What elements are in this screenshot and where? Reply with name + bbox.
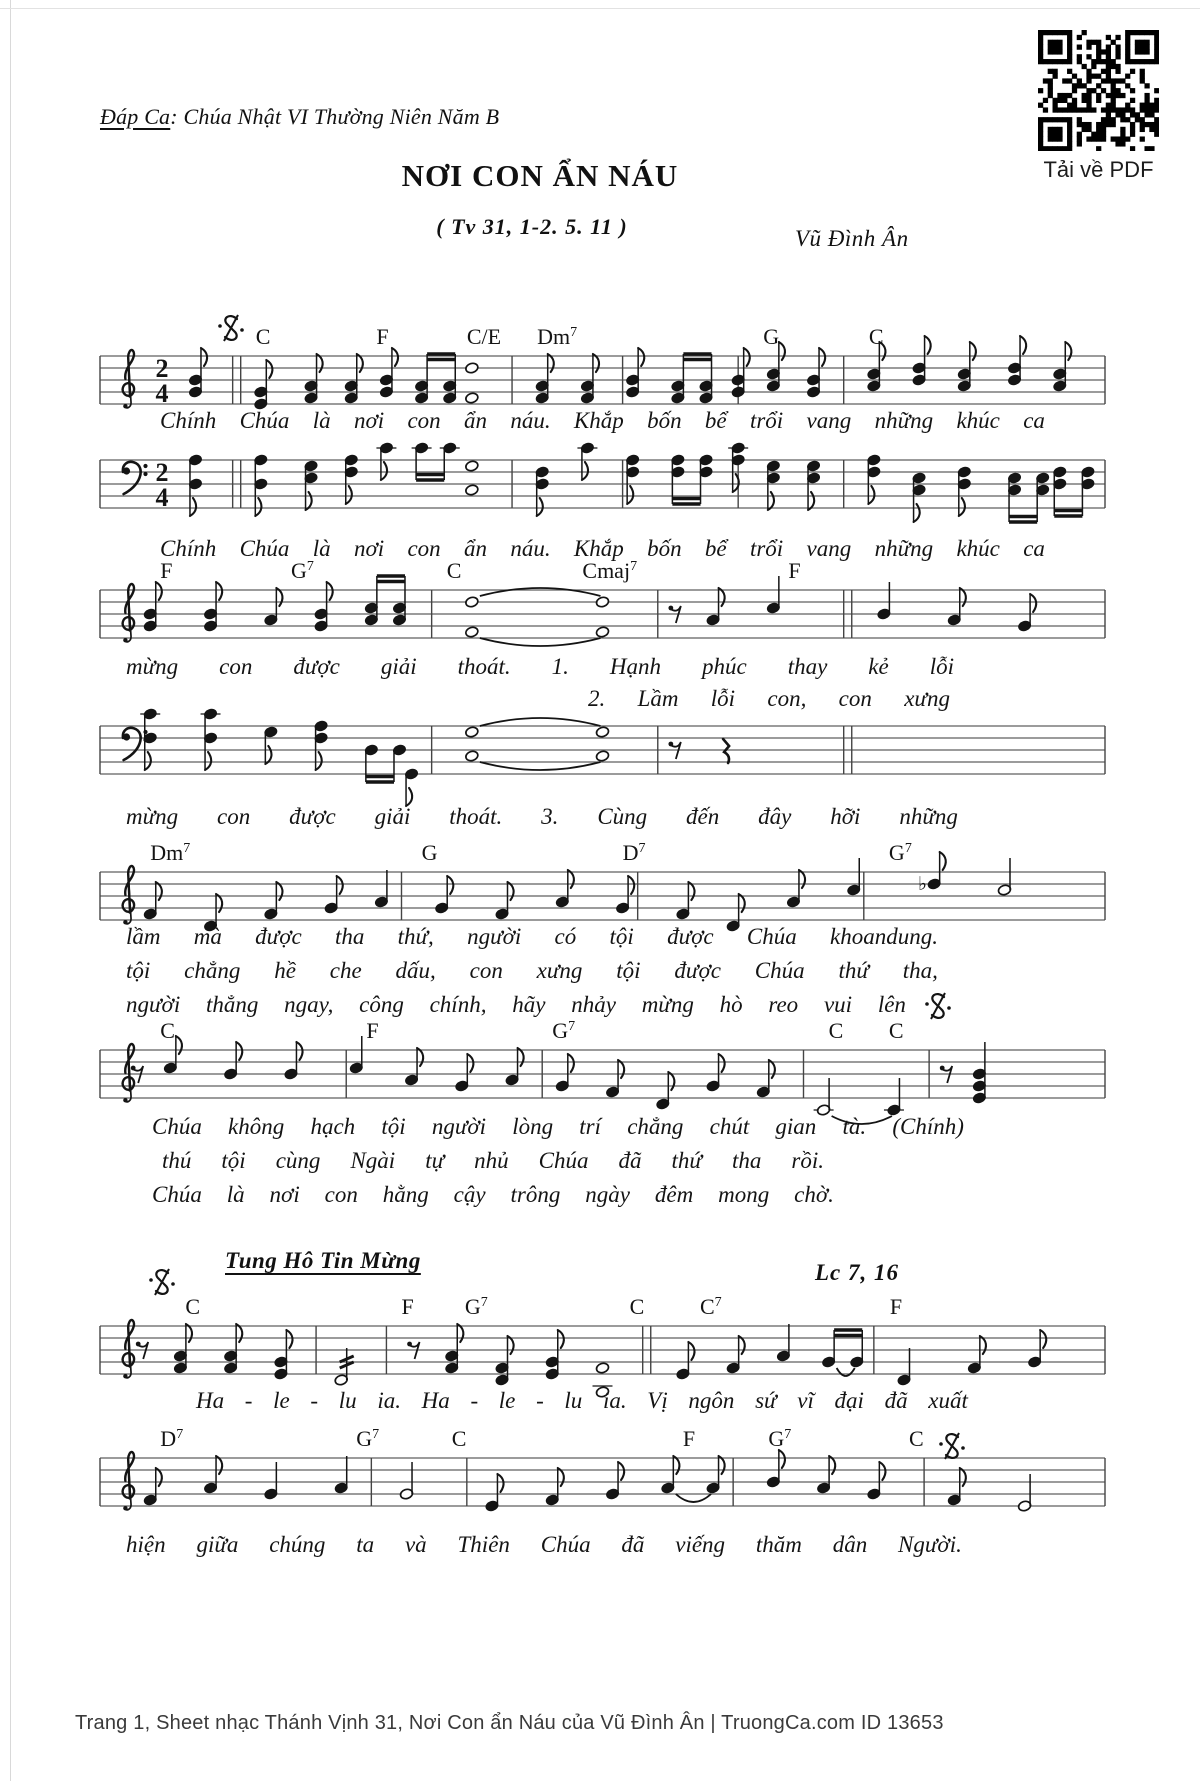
header-rest: : Chúa Nhật VI Thường Niên Năm B (170, 104, 500, 129)
staff-system-s2 (100, 558, 1105, 646)
chord-label: C (185, 1294, 201, 1319)
lyric-line: Chính Chúa là nơi con ẩn náu. Khắp bốn bể trổi vang những khúc ca (160, 408, 1045, 433)
chord-label: C (255, 324, 271, 349)
lyric-line: 2. Lầm lỗi con, con xưng (588, 686, 950, 711)
staff-system-s5 (100, 1294, 1105, 1398)
chord-label: $G^7$ (290, 558, 314, 583)
chord-label: $G^7$ (768, 1426, 792, 1451)
segno-icon (218, 315, 244, 341)
lyric-line: tội chẳng hề che dấu, con xưng tội được Chúa thứ tha, (126, 958, 938, 983)
gospel-acclamation-heading: Tung Hô Tin Mừng (225, 1248, 421, 1273)
chord-label: $G^7$ (356, 1426, 380, 1451)
chord-label: F (401, 1294, 414, 1319)
chord-label: C (629, 1294, 645, 1319)
chord-label: F (366, 1018, 379, 1043)
staff-system-s3 (100, 840, 1105, 932)
chord-label: C/E (466, 324, 502, 349)
lyric-line: mừng con được giải thoát. 1. Hạnh phúc thay kẻ lỗi (126, 654, 954, 679)
svg-text:4: 4 (155, 483, 169, 512)
chord-label: C (446, 558, 462, 583)
chord-label: $G^7$ (888, 840, 912, 865)
chord-label: $D^7$ (622, 840, 646, 865)
chord-label: G (763, 324, 780, 349)
lyric-line: Ha - le - lu ia. Ha - le - lu ia. Vị ngôn sứ vĩ đại đã xuất (196, 1388, 968, 1413)
chord-label: C (909, 1426, 924, 1451)
chord-label: G (421, 840, 438, 865)
staff-system-s2b (100, 708, 1105, 806)
chord-label: $D^7$ (160, 1426, 184, 1451)
gospel-reference: Lc 7, 16 (815, 1260, 900, 1285)
chord-label: Dm$^7$ (150, 840, 191, 865)
chord-label: $C^7$ (699, 1294, 722, 1319)
chord-label: C (828, 1018, 844, 1043)
chord-label: C (160, 1018, 175, 1043)
lyric-line: lầm mà được tha thứ, người có tội được Chúa khoandung. (126, 924, 938, 949)
chord-label: C (868, 324, 884, 349)
lyric-line: mừng con được giải thoát. 3. Cùng đến đây hỡi những (126, 804, 958, 829)
svg-text:2: 2 (155, 458, 169, 487)
lyric-line: thú tội cùng Ngài tự nhủ Chúa đã thứ tha rồi. (162, 1148, 824, 1173)
chord-label: Dm$^7$ (537, 324, 578, 349)
chord-label: F (889, 1294, 903, 1319)
song-title: NƠI CON ẨN NÁU (401, 158, 679, 193)
lyric-line: Chúa không hạch tội người lòng trí chẳng chút gian tà. (Chính) (152, 1114, 964, 1139)
header-label: Đáp Ca (100, 104, 171, 129)
chord-label: F (376, 324, 389, 349)
page-footer: Trang 1, Sheet nhạc Thánh Vịnh 31, Nơi Con ẩn Náu của Vũ Đình Ân | TruongCa.com ID 13653 (75, 1712, 944, 1734)
segno-icon (149, 1269, 175, 1295)
staff-system-s1 (100, 324, 1105, 410)
lyric-line: Chính Chúa là nơi con ẩn náu. Khắp bốn bể trổi vang những khúc ca (160, 536, 1045, 561)
lyric-line: hiện giữa chúng ta và Thiên Chúa đã viếng thăm dân Người. (126, 1532, 962, 1557)
chord-label: C (888, 1018, 904, 1043)
staff-system-s4 (100, 1018, 1105, 1124)
composer-name: Vũ Đình Ân (795, 226, 909, 251)
svg-text:♭: ♭ (918, 873, 928, 895)
chord-label: $G^7$ (464, 1294, 488, 1319)
chord-label: $G^7$ (552, 1018, 576, 1043)
lyric-line: người thẳng ngay, công chính, hãy nhảy mừng hò reo vui lên (126, 992, 906, 1017)
chord-label: F (788, 558, 801, 583)
svg-text:2: 2 (155, 354, 169, 383)
segno-icon (939, 1433, 965, 1459)
staff-system-s1b (100, 442, 1105, 522)
chord-label: F (682, 1426, 696, 1451)
chord-label: Cmaj$^7$ (582, 558, 638, 583)
staff-system-s6 (100, 1426, 1105, 1512)
segno-icon (925, 993, 951, 1019)
psalm-reference: ( Tv 31, 1-2. 5. 11 ) (436, 214, 628, 239)
lyric-line: Chúa là nơi con hằng cậy trông ngày đêm mong chờ. (152, 1182, 834, 1207)
chord-label: F (160, 558, 173, 583)
download-pdf-label[interactable]: Tải về PDF (1043, 157, 1154, 182)
svg-text:4: 4 (155, 379, 169, 408)
chord-label: C (451, 1426, 467, 1451)
